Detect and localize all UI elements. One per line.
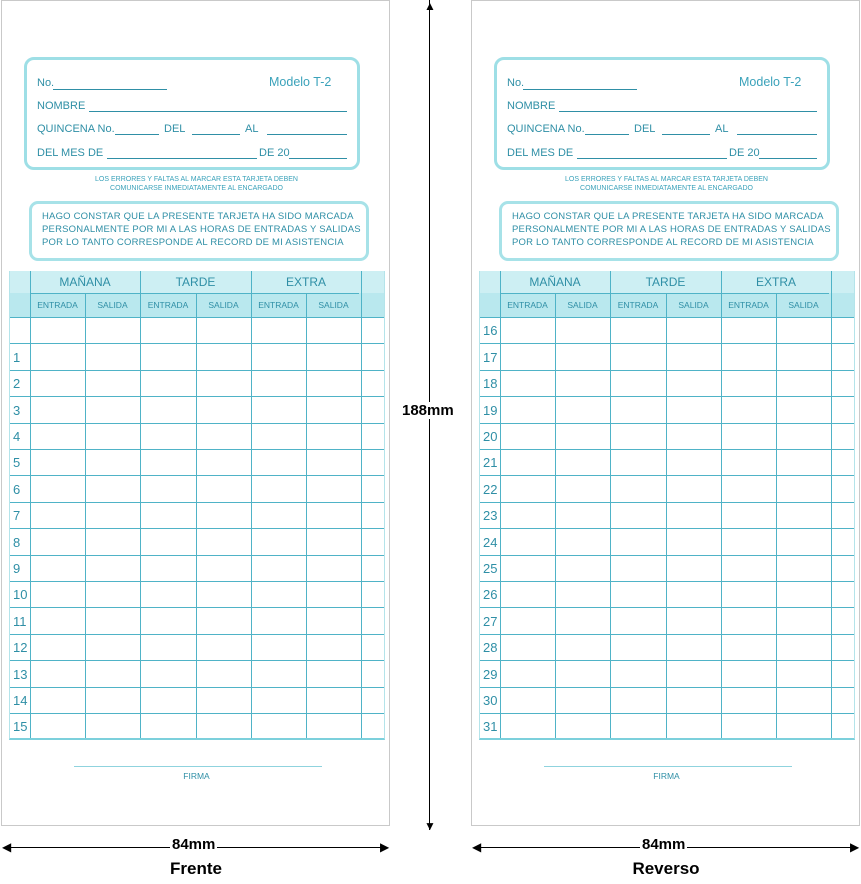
column-header: ENTRADA <box>728 300 769 310</box>
column-divider <box>196 293 197 738</box>
al-label: AL <box>245 123 259 135</box>
no-field <box>523 89 637 90</box>
column-divider <box>140 271 141 738</box>
row-divider <box>10 370 384 371</box>
section-label: TARDE <box>175 275 216 289</box>
section-label: MAÑANA <box>529 275 581 289</box>
subheader-divider <box>480 317 854 318</box>
row-divider <box>10 475 384 476</box>
day-number: 26 <box>483 587 498 602</box>
column-divider <box>776 293 777 738</box>
day-number: 3 <box>13 403 21 418</box>
signature-line <box>74 766 322 767</box>
day-number: 8 <box>13 535 21 550</box>
card-back <box>471 0 860 826</box>
row-divider <box>480 370 854 371</box>
section-label: TARDE <box>645 275 686 289</box>
column-divider <box>306 293 307 738</box>
nombre-label: NOMBRE <box>507 100 556 112</box>
signature-line <box>544 766 792 767</box>
row-divider <box>480 475 854 476</box>
day-number: 21 <box>483 455 498 470</box>
column-header: SALIDA <box>318 300 349 310</box>
de20-field <box>289 158 347 159</box>
subheader-divider <box>10 317 384 318</box>
header-box <box>494 57 830 170</box>
column-header: ENTRADA <box>258 300 299 310</box>
section-divider <box>500 293 829 294</box>
attendance-grid <box>479 271 855 740</box>
day-number: 9 <box>13 561 21 576</box>
firma-label: FIRMA <box>183 771 210 781</box>
day-number: 15 <box>13 719 28 734</box>
del-field <box>662 134 710 135</box>
day-number: 5 <box>13 455 21 470</box>
al-field <box>267 134 347 135</box>
arrow-up-icon: ▲ <box>424 0 436 13</box>
al-field <box>737 134 817 135</box>
row-divider <box>10 634 384 635</box>
column-divider <box>666 293 667 738</box>
section-divider <box>30 293 359 294</box>
notice-text: LOS ERRORES Y FALTAS AL MARCAR ESTA TARJETA DEBEN COMUNICARSE INMEDIATAMENTE AL ENCARGADO <box>565 176 768 192</box>
column-header: SALIDA <box>788 300 819 310</box>
row-divider <box>10 555 384 556</box>
row-divider <box>10 739 384 740</box>
day-number: 29 <box>483 667 498 682</box>
del-field <box>192 134 240 135</box>
day-number: 24 <box>483 535 498 550</box>
day-number: 18 <box>483 376 498 391</box>
day-number: 6 <box>13 482 21 497</box>
day-number: 31 <box>483 719 498 734</box>
de20-field <box>759 158 817 159</box>
delmes-field <box>577 158 727 159</box>
column-divider <box>610 271 611 738</box>
card-front <box>1 0 390 826</box>
section-label: EXTRA <box>285 275 326 289</box>
row-divider <box>480 739 854 740</box>
day-number: 30 <box>483 693 498 708</box>
back-side-label: Reverso <box>632 859 700 878</box>
day-number: 10 <box>13 587 28 602</box>
column-divider <box>251 271 252 738</box>
delmes-label: DEL MES DE <box>37 147 104 159</box>
modelo-label: Modelo T-2 <box>269 75 332 89</box>
row-divider <box>10 581 384 582</box>
no-field <box>53 89 167 90</box>
attendance-grid <box>9 271 385 740</box>
day-number: 12 <box>13 640 28 655</box>
delmes-field <box>107 158 257 159</box>
row-divider <box>10 660 384 661</box>
row-divider <box>480 687 854 688</box>
row-divider <box>480 555 854 556</box>
section-label: EXTRA <box>755 275 796 289</box>
nombre-field <box>559 111 817 112</box>
row-divider <box>480 343 854 344</box>
row-divider <box>480 449 854 450</box>
arrow-down-icon: ▼ <box>424 819 436 833</box>
del-label: DEL <box>634 123 656 135</box>
row-divider <box>480 396 854 397</box>
day-number: 28 <box>483 640 498 655</box>
quincena-field <box>115 134 159 135</box>
column-header: SALIDA <box>208 300 239 310</box>
day-number: 2 <box>13 376 21 391</box>
modelo-label: Modelo T-2 <box>739 75 802 89</box>
arrow-left-icon: ◀ <box>2 840 12 854</box>
column-header: ENTRADA <box>147 300 189 310</box>
row-divider <box>480 607 854 608</box>
row-divider <box>480 528 854 529</box>
row-divider <box>10 687 384 688</box>
column-divider <box>85 293 86 738</box>
row-divider <box>480 502 854 503</box>
row-divider <box>10 449 384 450</box>
column-header: ENTRADA <box>37 300 78 310</box>
row-divider <box>480 634 854 635</box>
day-number: 25 <box>483 561 498 576</box>
day-number: 16 <box>483 323 498 338</box>
row-divider <box>10 502 384 503</box>
column-header: SALIDA <box>678 300 709 310</box>
del-label: DEL <box>164 123 186 135</box>
al-label: AL <box>715 123 729 135</box>
declaration-box: HAGO CONSTAR QUE LA PRESENTE TARJETA HA SIDO MARCADA PERSONALMENTE POR MI A LAS HORAS DE ENTRADAS Y SALIDAS POR LO TANTO CORRESPONDE AL RECORD DE MI ASISTENCIA <box>499 201 839 261</box>
row-divider <box>480 660 854 661</box>
row-divider <box>10 607 384 608</box>
day-number: 7 <box>13 508 21 523</box>
day-number: 4 <box>13 429 21 444</box>
no-label: No. <box>37 77 55 89</box>
de20-label: DE 20 <box>259 147 290 159</box>
section-label: MAÑANA <box>59 275 111 289</box>
arrow-left-icon: ◀ <box>472 840 482 854</box>
header-box <box>24 57 360 170</box>
column-divider <box>30 271 31 738</box>
column-divider <box>555 293 556 738</box>
notice-text: LOS ERRORES Y FALTAS AL MARCAR ESTA TARJETA DEBEN COMUNICARSE INMEDIATAMENTE AL ENCARGADO <box>95 176 298 192</box>
row-divider <box>10 343 384 344</box>
day-number: 14 <box>13 693 28 708</box>
column-header: ENTRADA <box>507 300 548 310</box>
de20-label: DE 20 <box>729 147 760 159</box>
day-number: 22 <box>483 482 498 497</box>
quincena-label: QUINCENA No. <box>37 123 115 135</box>
no-label: No. <box>507 77 525 89</box>
front-width-label: 84mm <box>172 836 216 853</box>
row-divider <box>10 423 384 424</box>
height-label: 188mm <box>402 402 454 419</box>
day-number: 19 <box>483 403 498 418</box>
delmes-label: DEL MES DE <box>507 147 574 159</box>
day-number: 13 <box>13 667 28 682</box>
day-number: 1 <box>13 350 21 365</box>
nombre-label: NOMBRE <box>37 100 86 112</box>
day-number: 27 <box>483 614 498 629</box>
column-header: SALIDA <box>97 300 128 310</box>
day-number: 23 <box>483 508 498 523</box>
declaration-box: HAGO CONSTAR QUE LA PRESENTE TARJETA HA SIDO MARCADA PERSONALMENTE POR MI A LAS HORAS DE ENTRADAS Y SALIDAS POR LO TANTO CORRESPONDE AL RECORD DE MI ASISTENCIA <box>29 201 369 261</box>
column-header: SALIDA <box>567 300 598 310</box>
day-number: 17 <box>483 350 498 365</box>
row-divider <box>10 713 384 714</box>
row-divider <box>480 423 854 424</box>
row-divider <box>480 713 854 714</box>
column-header: ENTRADA <box>617 300 659 310</box>
front-side-label: Frente <box>170 859 222 878</box>
column-divider <box>721 271 722 738</box>
day-number: 11 <box>13 614 27 629</box>
column-divider <box>500 271 501 738</box>
arrow-right-icon: ▶ <box>850 840 860 854</box>
row-divider <box>480 581 854 582</box>
nombre-field <box>89 111 347 112</box>
day-number: 20 <box>483 429 498 444</box>
quincena-label: QUINCENA No. <box>507 123 585 135</box>
column-divider <box>361 271 362 738</box>
row-divider <box>10 528 384 529</box>
arrow-right-icon: ▶ <box>380 840 390 854</box>
quincena-field <box>585 134 629 135</box>
column-divider <box>831 271 832 738</box>
firma-label: FIRMA <box>653 771 680 781</box>
row-divider <box>10 396 384 397</box>
back-width-label: 84mm <box>642 836 686 853</box>
